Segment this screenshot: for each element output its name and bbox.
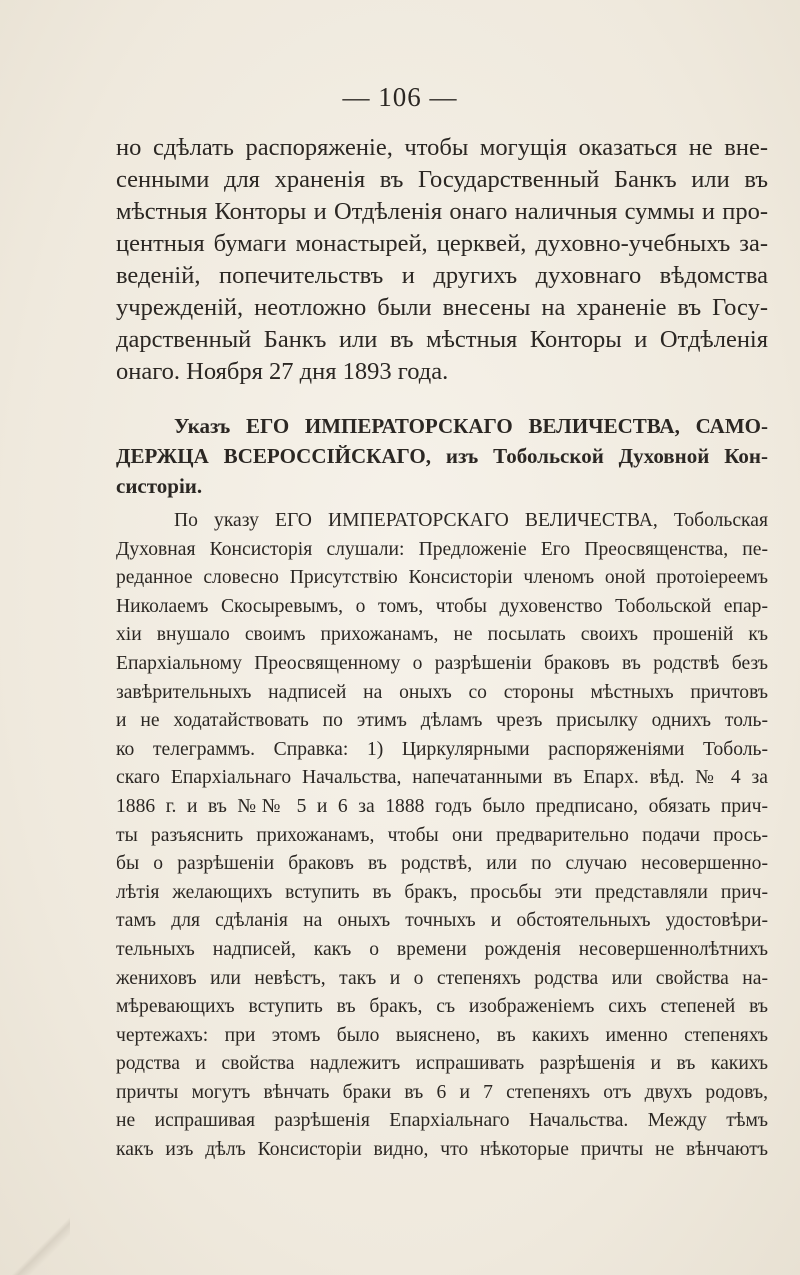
- text-line: бы о разрѣшеніи браковъ въ родствѣ, или по случаю несовершенно-: [116, 853, 768, 875]
- text-line: Николаемъ Скосыревымъ, о томъ, чтобы духовенство Тобольской епар-: [116, 595, 768, 617]
- text-line: ты разъяснить прихожанамъ, чтобы они предварительно подачи прось-: [116, 824, 768, 846]
- text-line: чертежахъ: при этомъ было выяснено, въ какихъ именно степеняхъ: [116, 1024, 768, 1046]
- text-line: тамъ для сдѣланія на оныхъ точныхъ и обстоятельныхъ удостовѣри-: [116, 910, 768, 932]
- text-line: ко телеграммъ. Справка: 1) Циркулярными распоряженіями Тоболь-: [116, 738, 768, 760]
- page-number: — 106 —: [342, 82, 458, 112]
- decree-heading: [116, 411, 768, 501]
- text-line: сенными для храненія въ Государственный Банкъ или въ: [116, 166, 768, 193]
- text-line: хіи внушало своимъ прихожанамъ, не посылать своихъ прошеній къ: [116, 624, 768, 646]
- text-line: центныя бумаги монастырей, церквей, духовно-учебныхъ за-: [116, 230, 768, 257]
- decree-body: [116, 507, 768, 1165]
- heading-line: ДЕРЖЦА ВСЕРОССІЙСКАГО, изъ Тобольской Духовной Кон-: [116, 444, 768, 468]
- heading-line: Указъ ЕГО ИМПЕРАТОРСКАГО ВЕЛИЧЕСТВА, САМО-: [174, 414, 768, 438]
- text-line: не испрашивая разрѣшенія Епархіальнаго Начальства. Между тѣмъ: [116, 1110, 768, 1132]
- text-line: завѣрительныхъ надписей на оныхъ со стороны мѣстныхъ причтовъ: [116, 681, 768, 703]
- text-line: жениховъ или невѣстъ, такъ и о степеняхъ родства или свойства на-: [116, 967, 768, 989]
- text-line: реданное словесно Присутствію Консисторіи членомъ оной протоіереемъ: [116, 567, 768, 589]
- text-line: лѣтія желающихъ вступить въ бракъ, просьбы эти представляли прич-: [116, 881, 768, 903]
- text-line: дарственный Банкъ или въ мѣстныя Конторы и Отдѣленія: [116, 326, 768, 353]
- text-line: 1886 г. и въ №№ 5 и 6 за 1888 годъ было предписано, обязать прич-: [116, 795, 768, 817]
- text-line: учрежденій, неотложно были внесены на храненіе въ Госу-: [116, 294, 768, 321]
- heading-line: систоріи.: [116, 474, 203, 498]
- text-line: скаго Епархіальнаго Начальства, напечатанными въ Епарх. вѣд. № 4 за: [116, 767, 768, 789]
- text-line: По указу ЕГО ИМПЕРАТОРСКАГО ВЕЛИЧЕСТВА, Тобольская: [174, 510, 768, 531]
- text-line: Духовная Консисторія слушали: Предложеніе Его Преосвященства, пе-: [116, 538, 768, 560]
- text-line: родства и свойства надлежитъ испрашивать разрѣшенія и въ какихъ: [116, 1053, 768, 1075]
- paragraph-continuation: [116, 132, 768, 388]
- text-line: и не ходатайствовать по этимъ дѣламъ чрезъ присылку однихъ толь-: [116, 710, 768, 732]
- text-line: Епархіальному Преосвященному о разрѣшеніи браковъ въ родствѣ безъ: [116, 652, 768, 674]
- page-corner-shadow: [0, 1215, 70, 1275]
- text-line: но сдѣлать распоряженіе, чтобы могущія оказаться не вне-: [116, 134, 768, 161]
- text-line: онаго. Ноября 27 дня 1893 года.: [116, 358, 449, 385]
- text-line: какъ изъ дѣлъ Консисторіи видно, что нѣкоторые причты не вѣнчаютъ: [116, 1139, 768, 1161]
- text-line: мѣстныя Конторы и Отдѣленія онаго наличныя суммы и про-: [116, 198, 768, 225]
- text-line: тельныхъ надписей, какъ о времени рожденія несовершеннолѣтнихъ: [116, 938, 768, 960]
- text-line: веденій, попечительствъ и другихъ духовнаго вѣдомства: [116, 262, 768, 289]
- text-line: мѣревающихъ вступить въ бракъ, съ изображеніемъ сихъ степеней въ: [116, 996, 768, 1018]
- text-line: причты могутъ вѣнчать браки въ 6 и 7 степеняхъ отъ двухъ родовъ,: [116, 1081, 768, 1103]
